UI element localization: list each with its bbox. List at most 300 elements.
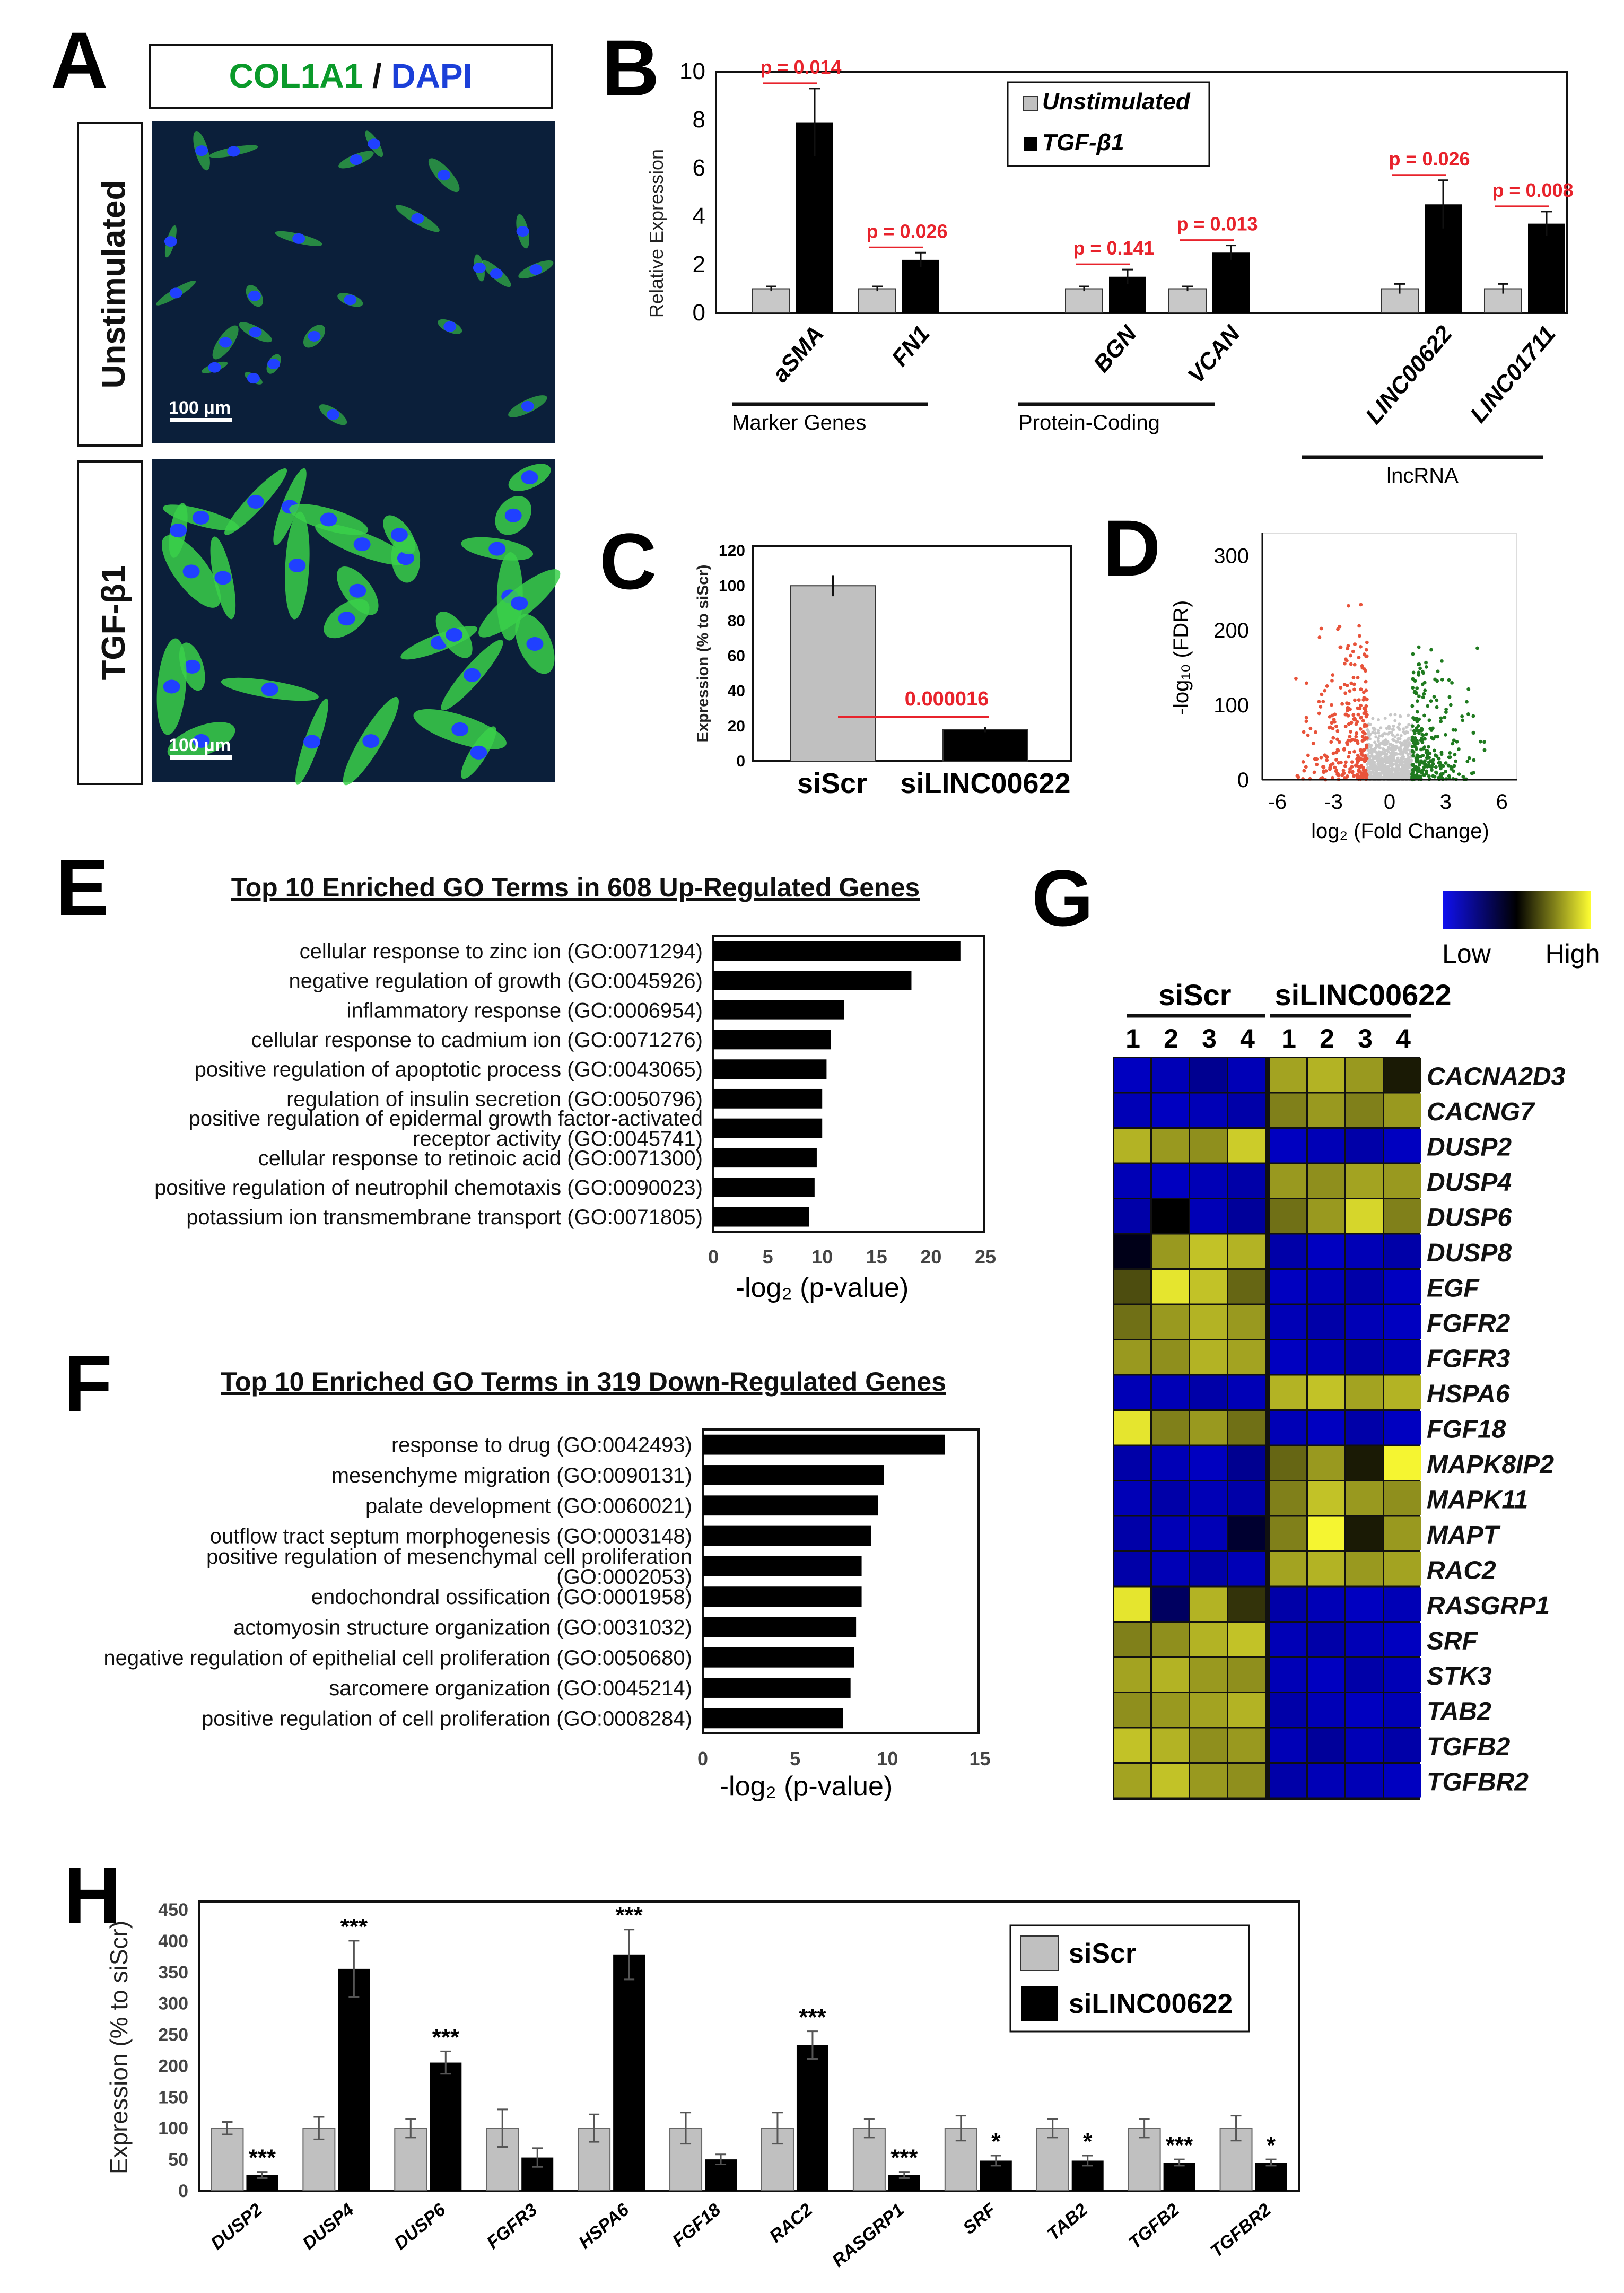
heatmap-cell bbox=[1228, 1094, 1265, 1128]
volcano-point-ns bbox=[1391, 744, 1394, 747]
volcano-point-up bbox=[1449, 703, 1453, 707]
heatmap-cell bbox=[1228, 1658, 1265, 1692]
legend-h-silinc: siLINC00622 bbox=[1069, 1989, 1233, 2019]
volcano-point-down bbox=[1320, 693, 1323, 696]
volcano-point-down bbox=[1359, 775, 1363, 779]
heatmap-cell bbox=[1308, 1164, 1344, 1198]
bar-silinc00622 bbox=[797, 2045, 828, 2191]
legend-h-swatch-siscr bbox=[1021, 1936, 1058, 1971]
volcano-point-down bbox=[1348, 751, 1351, 754]
significance-mark: *** bbox=[248, 2144, 276, 2171]
volcano-point-down bbox=[1334, 758, 1338, 762]
volcano-point-down bbox=[1330, 721, 1333, 725]
go-term-bar bbox=[713, 1089, 822, 1109]
legend-h-swatch-silinc bbox=[1021, 1986, 1058, 2021]
volcano-point-ns bbox=[1404, 726, 1408, 729]
volcano-point-up bbox=[1444, 733, 1447, 737]
volcano-point-ns bbox=[1394, 747, 1398, 750]
volcano-point-ns bbox=[1368, 751, 1371, 754]
heatmap-cell bbox=[1228, 1588, 1265, 1621]
volcano-point-down bbox=[1348, 735, 1352, 738]
volcano-point-ns bbox=[1399, 775, 1402, 778]
volcano-point-ns bbox=[1397, 769, 1400, 772]
go-term-bar bbox=[703, 1617, 856, 1637]
volcano-point-down bbox=[1325, 684, 1329, 688]
chart-h-category: DUSP4 bbox=[299, 2200, 358, 2254]
volcano-point-down bbox=[1348, 767, 1352, 771]
heatmap-cell bbox=[1346, 1588, 1383, 1621]
volcano-point-ns bbox=[1403, 768, 1407, 771]
cell-nucleus bbox=[214, 571, 231, 585]
volcano-point-down bbox=[1348, 689, 1352, 693]
heatmap-cell bbox=[1228, 1481, 1265, 1515]
volcano-point-down bbox=[1362, 768, 1366, 772]
volcano-point-up bbox=[1439, 717, 1443, 720]
cell-nucleus bbox=[308, 331, 320, 342]
volcano-point-up bbox=[1421, 670, 1425, 674]
heatmap-cell bbox=[1270, 1340, 1306, 1374]
volcano-point-down bbox=[1360, 666, 1364, 670]
volcano-point-up bbox=[1427, 745, 1430, 749]
volcano-point-ns bbox=[1393, 719, 1396, 722]
volcano-ytick: 200 bbox=[1213, 619, 1249, 643]
volcano-point-ns bbox=[1408, 765, 1411, 769]
heatmap-cell bbox=[1114, 1058, 1150, 1092]
heatmap-cell bbox=[1308, 1623, 1344, 1656]
go-term-bar bbox=[703, 1465, 884, 1485]
volcano-point-up bbox=[1416, 760, 1420, 763]
volcano-point-ns bbox=[1389, 713, 1392, 717]
volcano-point-down bbox=[1321, 765, 1325, 769]
heatmap-cell bbox=[1190, 1164, 1227, 1198]
volcano-point-up bbox=[1422, 761, 1426, 765]
go-term-bar bbox=[713, 1030, 831, 1050]
heatmap-cell bbox=[1270, 1058, 1306, 1092]
go-term-bar bbox=[713, 941, 961, 961]
heatmap-cell bbox=[1152, 1094, 1189, 1128]
heatmap-gene-label: TGFB2 bbox=[1427, 1732, 1511, 1761]
pvalue-label: p = 0.014 bbox=[760, 56, 842, 78]
chart-h-category: RAC2 bbox=[765, 2200, 817, 2247]
volcano-point-ns bbox=[1377, 759, 1381, 762]
volcano-point-up bbox=[1442, 764, 1445, 768]
go-xtick: 5 bbox=[790, 1748, 801, 1769]
volcano-point-down bbox=[1321, 700, 1325, 703]
volcano-point-up bbox=[1417, 694, 1421, 698]
volcano-point-ns bbox=[1393, 713, 1396, 716]
cell-nucleus bbox=[354, 537, 371, 551]
panel-label-c: C bbox=[599, 517, 657, 606]
chart-f-xticks bbox=[697, 1748, 991, 1769]
heatmap-cell bbox=[1308, 1552, 1344, 1586]
heatmap-legend-low: Low bbox=[1442, 939, 1491, 969]
volcano-point-ns bbox=[1379, 766, 1382, 769]
heatmap-cell bbox=[1114, 1376, 1150, 1410]
heatmap-cell bbox=[1346, 1376, 1383, 1410]
heatmap-cell bbox=[1190, 1658, 1227, 1692]
heatmap-gene-label: DUSP6 bbox=[1427, 1204, 1512, 1232]
heatmap-cell bbox=[1270, 1094, 1306, 1128]
volcano-point-down bbox=[1339, 686, 1342, 690]
heatmap-cell bbox=[1114, 1164, 1150, 1198]
volcano-point-ns bbox=[1377, 718, 1380, 721]
heatmap-cell bbox=[1152, 1517, 1189, 1551]
volcano-point-ns bbox=[1409, 743, 1412, 746]
stain-separator: / bbox=[363, 57, 391, 95]
chart-h-category: HSPA6 bbox=[574, 2200, 633, 2253]
heatmap-cell bbox=[1384, 1305, 1421, 1339]
heatmap-cell bbox=[1384, 1764, 1421, 1798]
volcano-xtick: 0 bbox=[1383, 790, 1396, 814]
go-term-label: cellular response to zinc ion (GO:0071294) bbox=[299, 939, 703, 963]
chart-h-category: TAB2 bbox=[1043, 2200, 1092, 2245]
volcano-point-down bbox=[1306, 754, 1310, 757]
chart-c-bars bbox=[790, 575, 1028, 761]
volcano-point-ns bbox=[1396, 775, 1399, 779]
volcano-point-up bbox=[1479, 740, 1482, 744]
heatmap-cell bbox=[1308, 1764, 1344, 1798]
volcano-point-down bbox=[1297, 775, 1300, 779]
panel-c bbox=[599, 517, 1071, 799]
volcano-point-down bbox=[1358, 634, 1361, 638]
heatmap-gene-label: DUSP2 bbox=[1427, 1133, 1512, 1162]
significance-mark: * bbox=[1083, 2129, 1093, 2155]
cell-nucleus bbox=[438, 170, 450, 180]
volcano-point-up bbox=[1425, 772, 1428, 775]
row-label-tgfb1: TGF-β1 bbox=[95, 565, 132, 681]
bar-siscr bbox=[211, 2128, 243, 2191]
volcano-point-down bbox=[1330, 679, 1334, 683]
volcano-point-up bbox=[1425, 733, 1428, 736]
volcano-point-ns bbox=[1391, 734, 1394, 737]
heatmap-cell bbox=[1308, 1693, 1344, 1727]
volcano-point-up bbox=[1413, 731, 1417, 735]
micrograph-unstimulated bbox=[152, 121, 555, 443]
volcano-point-down bbox=[1365, 641, 1369, 644]
legend-b-swatch-unstimulated bbox=[1024, 97, 1037, 110]
heatmap-cell bbox=[1308, 1588, 1344, 1621]
chart-f-terms bbox=[103, 1434, 692, 1731]
heatmap-cell bbox=[1114, 1199, 1150, 1233]
heatmap-cell bbox=[1114, 1411, 1150, 1445]
chart-f-title: Top 10 Enriched GO Terms in 319 Down-Regulated Genes bbox=[221, 1367, 946, 1397]
go-term-label: positive regulation of cell proliferation (GO:0008284) bbox=[202, 1707, 692, 1731]
volcano-point-up bbox=[1475, 647, 1479, 650]
chart-h-categories bbox=[207, 2199, 1274, 2271]
panel-label-e: E bbox=[56, 843, 109, 932]
volcano-point-up bbox=[1444, 708, 1448, 711]
cell-nucleus bbox=[350, 154, 362, 165]
volcano-point-ns bbox=[1377, 737, 1380, 740]
volcano-point-down bbox=[1346, 647, 1349, 650]
volcano-xtick: -3 bbox=[1324, 790, 1343, 814]
volcano-point-ns bbox=[1368, 734, 1371, 737]
heatmap-cell bbox=[1114, 1693, 1150, 1727]
chart-h-ytick: 450 bbox=[158, 1900, 188, 1920]
volcano-point-down bbox=[1308, 727, 1312, 730]
panel-e bbox=[56, 843, 996, 1303]
go-term-label: cellular response to cadmium ion (GO:0071276) bbox=[251, 1028, 703, 1052]
go-term-label: receptor activity (GO:0045741) bbox=[413, 1127, 703, 1151]
heatmap-cell bbox=[1346, 1305, 1383, 1339]
heatmap-cell bbox=[1152, 1129, 1189, 1163]
volcano-point-ns bbox=[1370, 754, 1374, 757]
chart-b-ytick: 4 bbox=[692, 203, 705, 229]
heatmap-cell bbox=[1308, 1446, 1344, 1480]
volcano-point-up bbox=[1423, 688, 1427, 692]
go-term-bar bbox=[703, 1495, 878, 1515]
volcano-point-up bbox=[1440, 659, 1444, 663]
chart-h-category: SRF bbox=[959, 2200, 1000, 2238]
heatmap-cell bbox=[1270, 1764, 1306, 1798]
heatmap-cell bbox=[1114, 1235, 1150, 1269]
volcano-point-down bbox=[1306, 734, 1310, 737]
volcano-point-up bbox=[1460, 714, 1464, 718]
bar-silinc00622 bbox=[430, 2063, 461, 2191]
cell-nucleus bbox=[490, 268, 503, 279]
volcano-point-down bbox=[1359, 727, 1363, 731]
volcano-point-down bbox=[1352, 774, 1356, 778]
volcano-point-ns bbox=[1381, 735, 1384, 738]
heatmap-col-label: 4 bbox=[1396, 1024, 1411, 1053]
volcano-point-ns bbox=[1401, 752, 1404, 755]
chart-h-ytick: 200 bbox=[158, 2056, 188, 2077]
volcano-point-ns bbox=[1388, 731, 1391, 734]
heatmap-col-label: 1 bbox=[1281, 1024, 1296, 1053]
volcano-point-ns bbox=[1402, 730, 1405, 734]
heatmap-cell bbox=[1384, 1094, 1421, 1128]
volcano-point-up bbox=[1466, 687, 1470, 691]
cell-nucleus bbox=[521, 470, 538, 484]
go-term-bar bbox=[713, 1178, 815, 1197]
heatmap-cell bbox=[1384, 1658, 1421, 1692]
heatmap-cell bbox=[1114, 1446, 1150, 1480]
volcano-point-down bbox=[1346, 684, 1349, 687]
volcano-point-ns bbox=[1375, 745, 1378, 748]
volcano-point-up bbox=[1422, 714, 1426, 718]
heatmap-cell bbox=[1228, 1693, 1265, 1727]
chart-h-ytick: 0 bbox=[178, 2181, 188, 2201]
go-term-label: positive regulation of neutrophil chemotaxis (GO:0090023) bbox=[154, 1176, 703, 1200]
heatmap-cell bbox=[1384, 1693, 1421, 1727]
scale-label-unstimulated: 100 μm bbox=[169, 398, 231, 418]
pvalue-label: p = 0.013 bbox=[1176, 213, 1258, 235]
volcano-point-up bbox=[1428, 727, 1432, 730]
volcano-point-down bbox=[1314, 730, 1317, 734]
heatmap-cell bbox=[1228, 1446, 1265, 1480]
volcano-point-down bbox=[1350, 721, 1354, 725]
heatmap-cell bbox=[1190, 1199, 1227, 1233]
chart-e-xticks bbox=[708, 1246, 996, 1268]
volcano-point-up bbox=[1448, 751, 1452, 755]
volcano-point-ns bbox=[1391, 760, 1394, 763]
volcano-point-down bbox=[1362, 691, 1366, 694]
volcano-point-down bbox=[1340, 773, 1344, 777]
panel-label-h: H bbox=[64, 1851, 121, 1940]
volcano-point-up bbox=[1415, 747, 1418, 751]
heatmap-cell bbox=[1152, 1693, 1189, 1727]
volcano-point-down bbox=[1364, 669, 1367, 673]
chart-b-category: LINC01711 bbox=[1465, 320, 1561, 428]
volcano-point-down bbox=[1340, 702, 1344, 706]
volcano-point-down bbox=[1353, 663, 1357, 667]
volcano-point-down bbox=[1312, 742, 1315, 745]
volcano-point-down bbox=[1352, 750, 1356, 754]
volcano-point-down bbox=[1349, 662, 1353, 666]
volcano-point-up bbox=[1424, 661, 1428, 665]
heatmap-col-label: 3 bbox=[1202, 1024, 1217, 1053]
volcano-point-up bbox=[1411, 745, 1415, 748]
volcano-point-down bbox=[1359, 687, 1363, 691]
volcano-point-down bbox=[1362, 738, 1366, 742]
chart-f-bars bbox=[703, 1435, 945, 1729]
volcano-point-ns bbox=[1389, 769, 1392, 772]
heatmap-cell bbox=[1384, 1199, 1421, 1233]
volcano-point-down bbox=[1328, 715, 1332, 719]
volcano-point-down bbox=[1359, 645, 1363, 649]
chart-c-ytick: 80 bbox=[727, 612, 745, 630]
volcano-point-ns bbox=[1396, 740, 1399, 743]
volcano-point-up bbox=[1452, 769, 1455, 773]
heatmap-cell bbox=[1346, 1481, 1383, 1515]
cell-nucleus bbox=[464, 668, 481, 682]
group-lncrna: lncRNA bbox=[1386, 464, 1459, 487]
heatmap-cell bbox=[1114, 1588, 1150, 1621]
volcano-point-down bbox=[1331, 673, 1334, 677]
volcano-point-ns bbox=[1373, 761, 1376, 764]
volcano-point-up bbox=[1436, 669, 1440, 673]
volcano-point-up bbox=[1435, 771, 1438, 775]
go-xtick: 0 bbox=[697, 1748, 709, 1769]
volcano-point-up bbox=[1413, 691, 1417, 694]
volcano-xtick: 3 bbox=[1439, 790, 1452, 814]
heatmap-cell bbox=[1190, 1094, 1227, 1128]
volcano-point-up bbox=[1415, 768, 1418, 772]
heatmap-cell bbox=[1152, 1305, 1189, 1339]
panel-label-d: D bbox=[1103, 503, 1161, 592]
cell-nucleus bbox=[261, 683, 278, 696]
volcano-point-up bbox=[1425, 665, 1428, 669]
pvalue-label: p = 0.026 bbox=[866, 220, 948, 242]
heatmap-col-label: 1 bbox=[1125, 1024, 1140, 1053]
cell-nucleus bbox=[183, 564, 200, 578]
heatmap-cell bbox=[1308, 1129, 1344, 1163]
volcano-point-up bbox=[1457, 747, 1461, 751]
cell-nucleus bbox=[344, 294, 356, 305]
volcano-point-up bbox=[1418, 755, 1421, 758]
volcano-point-up bbox=[1472, 771, 1475, 774]
chart-c-ytick: 100 bbox=[718, 577, 745, 595]
panel-g bbox=[1032, 853, 1600, 1800]
heatmap-cell bbox=[1190, 1411, 1227, 1445]
heatmap-column-labels bbox=[1125, 1024, 1411, 1053]
volcano-point-up bbox=[1413, 736, 1417, 740]
volcano-point-up bbox=[1427, 756, 1431, 760]
volcano-point-ns bbox=[1384, 738, 1387, 742]
heatmap-cell bbox=[1190, 1376, 1227, 1410]
volcano-point-down bbox=[1355, 731, 1358, 735]
heatmap-cell bbox=[1190, 1693, 1227, 1727]
volcano-point-down bbox=[1304, 765, 1308, 769]
heatmap-cell bbox=[1270, 1658, 1306, 1692]
go-xtick: 15 bbox=[866, 1246, 887, 1268]
cell-nucleus bbox=[505, 509, 522, 522]
chart-h-ytick: 250 bbox=[158, 2025, 188, 2045]
heatmap-cell bbox=[1190, 1729, 1227, 1763]
volcano-point-up bbox=[1421, 747, 1425, 751]
go-xtick: 15 bbox=[969, 1748, 991, 1769]
heatmap-cell bbox=[1346, 1552, 1383, 1586]
chart-c-bar bbox=[790, 586, 875, 761]
volcano-point-up bbox=[1411, 754, 1415, 758]
volcano-point-down bbox=[1356, 742, 1360, 745]
volcano-point-ns bbox=[1383, 732, 1386, 735]
chart-e-terms bbox=[154, 940, 703, 1229]
cell-nucleus bbox=[446, 628, 462, 642]
chart-b-yticks bbox=[679, 58, 705, 326]
heatmap-cell bbox=[1384, 1481, 1421, 1515]
heatmap-cell bbox=[1152, 1235, 1189, 1269]
go-term-bar bbox=[713, 1207, 809, 1227]
heatmap-cell bbox=[1384, 1129, 1421, 1163]
heatmap-cell bbox=[1228, 1623, 1265, 1656]
heatmap-cell bbox=[1308, 1376, 1344, 1410]
heatmap-cell bbox=[1190, 1623, 1227, 1656]
volcano-point-down bbox=[1305, 719, 1308, 723]
bar-unstimulated bbox=[859, 289, 896, 313]
legend-h-siscr: siScr bbox=[1069, 1938, 1137, 1969]
volcano-point-down bbox=[1294, 677, 1298, 681]
volcano-point-down bbox=[1305, 681, 1308, 685]
heatmap-cell bbox=[1308, 1517, 1344, 1551]
volcano-point-down bbox=[1347, 755, 1350, 759]
volcano-point-up bbox=[1482, 740, 1486, 744]
heatmap-gene-label: CACNA2D3 bbox=[1427, 1062, 1566, 1091]
volcano-point-down bbox=[1338, 646, 1342, 649]
volcano-point-up bbox=[1434, 765, 1438, 769]
legend-b-swatch-tgfb1 bbox=[1024, 137, 1037, 151]
volcano-point-up bbox=[1447, 755, 1451, 759]
chart-h-yticks bbox=[158, 1900, 188, 2201]
heatmap-cell bbox=[1152, 1623, 1189, 1656]
volcano-point-down bbox=[1349, 730, 1352, 734]
heatmap-cell bbox=[1228, 1376, 1265, 1410]
heatmap-cell bbox=[1190, 1129, 1227, 1163]
go-term-bar bbox=[713, 971, 911, 990]
heatmap-cell bbox=[1346, 1199, 1383, 1233]
stain-col1a1-label: COL1A1 bbox=[229, 57, 363, 95]
bar-silinc00622 bbox=[1164, 2163, 1195, 2191]
heatmap-gene-label: MAPK11 bbox=[1427, 1486, 1529, 1514]
volcano-point-ns bbox=[1373, 748, 1376, 751]
volcano-point-ns bbox=[1403, 764, 1406, 768]
bar-tgfb1 bbox=[1528, 224, 1565, 313]
chart-e-xlabel: -log₂ (p-value) bbox=[735, 1272, 909, 1303]
heatmap-cell bbox=[1384, 1235, 1421, 1269]
volcano-point-up bbox=[1439, 751, 1443, 754]
volcano-point-up bbox=[1436, 735, 1439, 738]
volcano-point-ns bbox=[1384, 749, 1387, 752]
go-term-label: regulation of insulin secretion (GO:0050796) bbox=[286, 1087, 703, 1111]
volcano-point-up bbox=[1411, 763, 1415, 767]
cell-nucleus bbox=[517, 226, 529, 237]
volcano-point-up bbox=[1416, 742, 1420, 745]
volcano-point-down bbox=[1302, 760, 1305, 764]
heatmap-cell bbox=[1190, 1235, 1227, 1269]
volcano-point-up bbox=[1447, 764, 1451, 768]
volcano-point-down bbox=[1360, 753, 1364, 756]
go-term-label: mesenchyme migration (GO:0090131) bbox=[331, 1463, 692, 1487]
